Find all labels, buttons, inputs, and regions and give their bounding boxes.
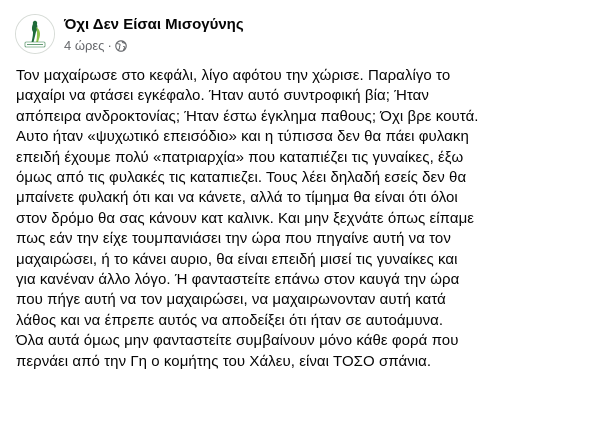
page-logo-icon bbox=[16, 15, 54, 53]
post-text: Τον μαχαίρωσε στο κεφάλι, λίγο αφότου την χώρισε. Παραλίγο το μαχαίρι να φτάσει εγκέφαλο. Ήταν αυτό συντροφική βία; Ήταν απόπειρα ανδροκτονίας; Ήταν έστω έγκλημα παθους; Όχι βρε κουτά. Αυτο ήταν «ψυχωτικό επεισόδιο» και η τύπισσα δεν θα πάει φυλακη επειδή έχουμε πολύ «πατριαρχία» που καταπιέζει τις γυναίκες, έξω όμως από τις φυλακές τις καταπιεζει. Τους λέει δηλαδή εσείς δεν θα μπαίνετε φυλακή ότι και να κάνετε, αλλά το τίμημα θα είναι ότι όλοι στον δρόμο θα σας κάνουν κατ καλινκ. Και μην ξεχνάτε όπως είπαμε πως εάν την είχε τουμπανιάσει την ώρα που πηγαίνε αυτή να τον μαχαιρώσει, ή το κάνει αυριο, θα είναι επειδή μισεί τις γυναίκες και για κανέναν άλλο λόγο. Ή φανταστείτε επάνω στον καυγά την ώρα που πήγε αυτή να τον μαχαιρώσει, να μαχαιρωνονταν αυτή κατά λάθος και να έπρεπε αυτός να αποδείξει ότι ήταν σε αυτοάμυνα. Όλα αυτά όμως μην φανταστείτε συμβαίνουν μόνο κάθε φορά που περνάει από την Γη ο κομήτης του Χάλευ, είναι ΤΟΣΟ σπάνια. bbox=[16, 67, 479, 370]
separator-dot: · bbox=[107, 37, 112, 53]
avatar[interactable] bbox=[15, 14, 55, 54]
globe-icon[interactable] bbox=[115, 39, 127, 51]
post-meta bbox=[64, 15, 244, 54]
post-header bbox=[15, 10, 244, 58]
post-subline bbox=[64, 37, 244, 54]
page-name[interactable]: Όχι Δεν Είσαι Μισογύνης bbox=[64, 15, 244, 33]
post-timestamp[interactable]: 4 ώρες bbox=[64, 37, 105, 53]
